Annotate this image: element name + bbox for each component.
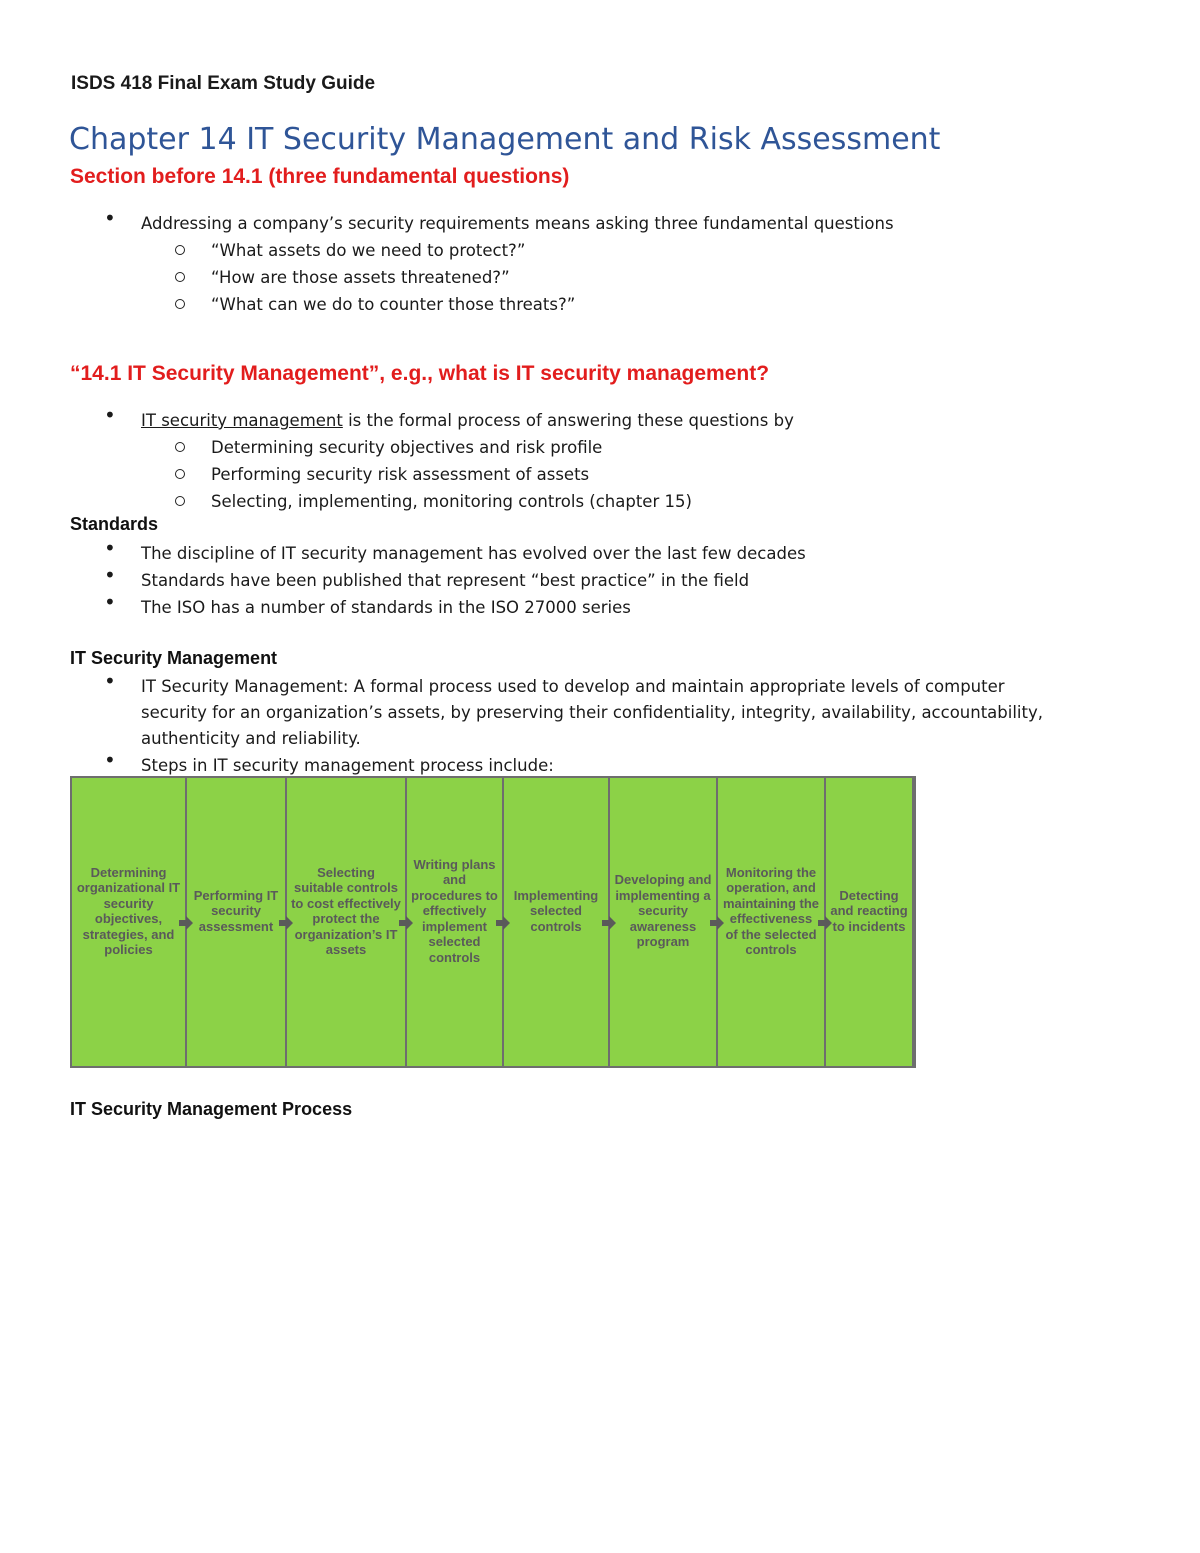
bullet-icon: •	[104, 590, 116, 614]
itsm-definition-line: IT Security Management: A formal process used to develop and maintain appropriate levels of computer	[141, 677, 1005, 696]
arrow-right-icon	[399, 916, 413, 930]
circle-bullet-icon	[175, 299, 185, 309]
section2-heading: “14.1 IT Security Management”, e.g., what is IT security management?	[70, 362, 770, 385]
circle-bullet-icon	[175, 272, 185, 282]
bullet-icon: •	[104, 206, 116, 230]
question-item: “What assets do we need to protect?”	[211, 241, 526, 260]
itsm-item: Selecting, implementing, monitoring controls (chapter 15)	[211, 492, 692, 511]
circle-bullet-icon	[175, 442, 185, 452]
process-step	[826, 778, 914, 1066]
process-step	[504, 778, 610, 1066]
process-step	[72, 778, 187, 1066]
step-label: Determining organizational IT security objectives, strategies, and policies	[76, 864, 181, 957]
standards-item: The ISO has a number of standards in the ISO 27000 series	[141, 598, 631, 617]
step-label: Detecting and reacting to incidents	[830, 887, 908, 934]
arrow-right-icon	[710, 916, 724, 930]
process-diagram	[70, 776, 916, 1068]
section1-heading: Section before 14.1 (three fundamental questions)	[70, 165, 570, 188]
steps-intro: Steps in IT security management process include:	[141, 756, 554, 775]
bullet-icon: •	[104, 536, 116, 560]
diagram-caption: IT Security Management Process	[70, 1099, 353, 1119]
itsm-definition-line: authenticity and reliability.	[141, 729, 361, 748]
arrow-right-icon	[279, 916, 293, 930]
chapter-title: Chapter 14 IT Security Management and Risk Assessment	[69, 122, 941, 157]
step-label: Performing IT security assessment	[193, 887, 279, 934]
bullet-icon: •	[104, 563, 116, 587]
process-step	[407, 778, 504, 1066]
term-itsm: IT security management	[141, 411, 343, 430]
bullet-icon: •	[104, 748, 116, 772]
standards-heading: Standards	[70, 514, 159, 534]
arrow-right-icon	[179, 916, 193, 930]
section1-bullet: Addressing a company’s security requirements means asking three fundamental questions	[141, 214, 894, 233]
step-label: Writing plans and procedures to effectively implement selected controls	[411, 856, 498, 965]
question-item: “How are those assets threatened?”	[211, 268, 510, 287]
process-step	[610, 778, 718, 1066]
itsm-definition-line: security for an organization’s assets, by preserving their confidentiality, integrity, availability, accountability,	[141, 703, 1043, 722]
itsm-heading: IT Security Management	[70, 648, 278, 668]
step-label: Developing and implementing a security awareness program	[614, 872, 712, 950]
process-step	[287, 778, 407, 1066]
page-header: ISDS 418 Final Exam Study Guide	[71, 73, 376, 94]
itsm-item: Determining security objectives and risk profile	[211, 438, 603, 457]
circle-bullet-icon	[175, 245, 185, 255]
process-step	[187, 778, 287, 1066]
bullet-icon: •	[104, 403, 116, 427]
standards-item: The discipline of IT security management has evolved over the last few decades	[141, 544, 806, 563]
step-label: Selecting suitable controls to cost effectively protect the organization’s IT assets	[291, 864, 401, 957]
standards-item: Standards have been published that represent “best practice” in the field	[141, 571, 750, 590]
bullet-icon: •	[104, 669, 116, 693]
arrow-right-icon	[818, 916, 832, 930]
arrow-right-icon	[496, 916, 510, 930]
process-step	[718, 778, 826, 1066]
itsm-item: Performing security risk assessment of assets	[211, 465, 590, 484]
circle-bullet-icon	[175, 469, 185, 479]
question-item: “What can we do to counter those threats?”	[211, 295, 576, 314]
term-definition: is the formal process of answering these questions by	[342, 411, 794, 430]
step-label: Implementing selected controls	[513, 887, 599, 934]
step-label: Monitoring the operation, and maintaining the effectiveness of the selected controls	[722, 864, 820, 957]
section2-bullet	[141, 407, 794, 434]
circle-bullet-icon	[175, 496, 185, 506]
arrow-right-icon	[602, 916, 616, 930]
